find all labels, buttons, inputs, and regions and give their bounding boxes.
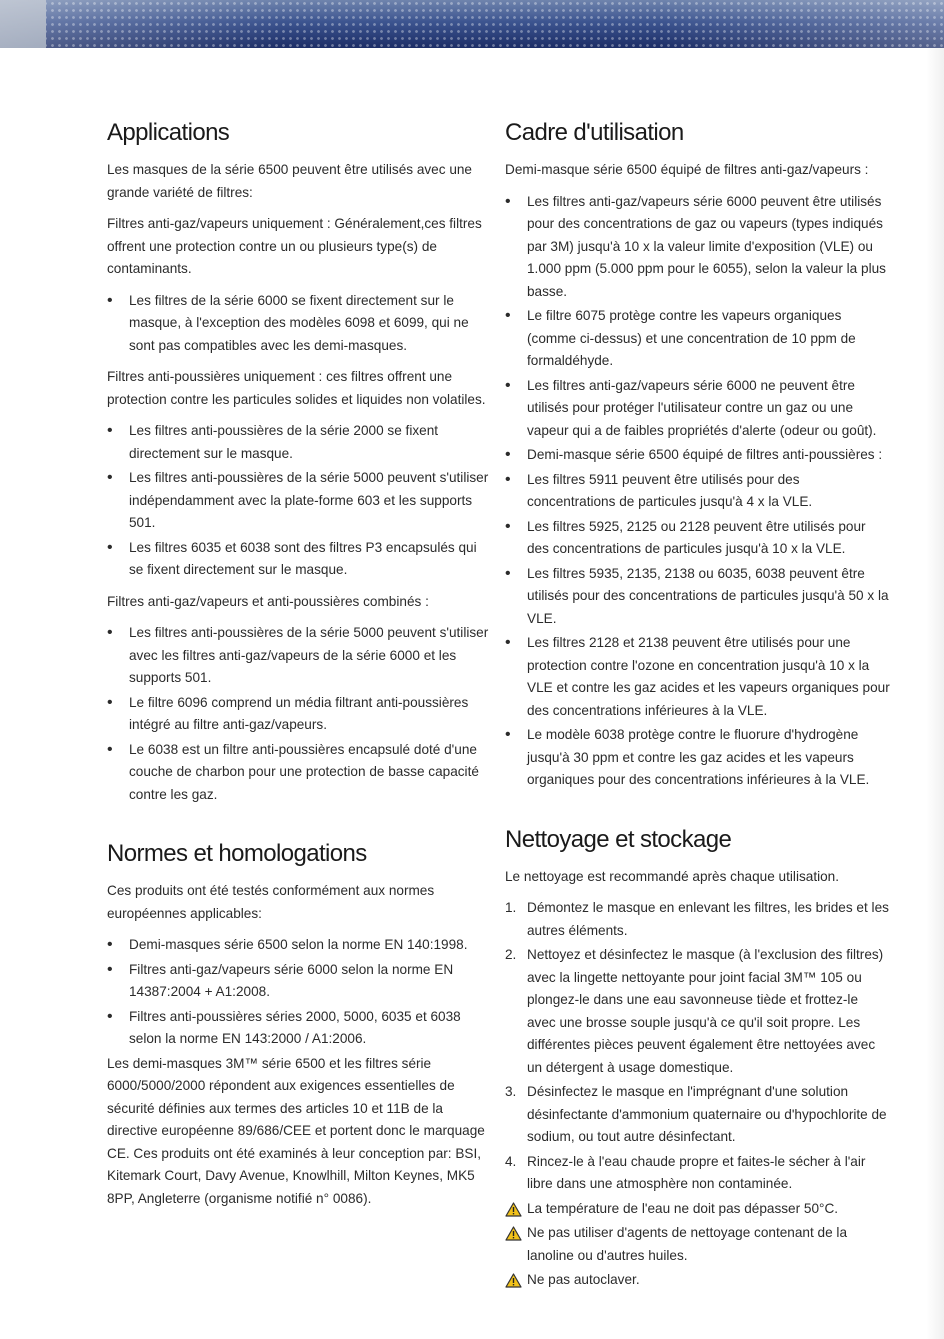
cadre-intro: Demi-masque série 6500 équipé de filtres anti-gaz/vapeurs :: [505, 162, 869, 177]
list-item: • Le filtre 6075 protège contre les vapeurs organiques (comme ci-dessus) et une concentration de 10 ppm de formaldéhyde.: [505, 305, 890, 373]
combined-filters-list: [107, 622, 490, 806]
warning-item: [505, 1269, 890, 1292]
list-item: • Demi-masque série 6500 équipé de filtres anti-poussières :: [505, 444, 890, 467]
step-number: 3.: [505, 1084, 517, 1099]
left-column: [107, 116, 490, 1219]
combined-filters-intro: Filtres anti-gaz/vapeurs et anti-poussières combinés :: [107, 593, 429, 609]
step-number: 2.: [505, 947, 517, 962]
step-text: Nettoyez et désinfectez le masque (à l'exclusion des filtres) avec la lingette nettoyante pour joint facial 3M™ 105 ou plongez-le dans une eau savonneuse tiède et frottez-le avec une brosse souple jusqu'à ce qu'il soit propre. Les différentes pièces peuvent également être nettoyées avec un détergent à usage domestique.: [527, 947, 884, 1075]
dust-filters-intro: Filtres anti-poussières uniquement : ces filtres offrent une protection contre les particules solides et liquides non volatiles.: [107, 369, 486, 407]
warning-text: La température de l'eau ne doit pas dépasser 50°C.: [527, 1200, 839, 1216]
applications-title: Applications: [107, 119, 230, 146]
step-item: [505, 1081, 890, 1149]
list-item: • Demi-masques série 6500 selon la norme EN 140:1998.: [107, 934, 490, 957]
list-item: • Le modèle 6038 protège contre le fluorure d'hydrogène jusqu'à 30 ppm et contre les gaz acides et les vapeurs organiques pour des concentrations inférieures à la VLE.: [505, 724, 890, 792]
list-item: • Filtres anti-poussières séries 2000, 5000, 6035 et 6038 selon la norme EN 143:2000 / A1:2006.: [107, 1006, 490, 1051]
list-item: • Le filtre 6096 comprend un média filtrant anti-poussières intégré au filtre anti-gaz/vapeurs.: [107, 692, 490, 737]
list-item: • Les filtres anti-poussières de la série 5000 peuvent s'utiliser indépendamment avec la plate-forme 603 et les supports 501.: [107, 467, 490, 535]
applications-intro: Les masques de la série 6500 peuvent être utilisés avec une grande variété de filtres:: [107, 162, 472, 200]
header-banner-fade: [0, 0, 944, 48]
warning-text: Ne pas utiliser d'agents de nettoyage contenant de la lanoline ou d'autres huiles.: [527, 1225, 848, 1263]
list-item: • Le 6038 est un filtre anti-poussières encapsulé doté d'une couche de charbon pour une protection de basse capacité contre les gaz.: [107, 739, 490, 807]
warning-text: Ne pas autoclaver.: [527, 1272, 640, 1287]
dust-filters-list: [107, 420, 490, 582]
list-item: • Les filtres 5911 peuvent être utilisés pour des concentrations de particules jusqu'à 4 x la VLE.: [505, 469, 890, 514]
step-text: Démontez le masque en enlevant les filtres, les brides et les autres éléments.: [527, 900, 889, 938]
gas-filters-intro: Filtres anti-gaz/vapeurs uniquement : Généralement,ces filtres offrent une protection contre un ou plusieurs type(s) de contaminants.: [107, 216, 482, 276]
normes-title: Normes et homologations: [107, 840, 367, 867]
list-item: • Les filtres 5935, 2135, 2138 ou 6035, 6038 peuvent être utilisés pour des concentrations de particules jusqu'à 50 x la VLE.: [505, 563, 890, 631]
normes-intro: Ces produits ont été testés conformément aux normes européennes applicables:: [107, 883, 435, 921]
header-banner: [0, 0, 944, 48]
warning-item: [505, 1222, 890, 1267]
step-number: 4.: [505, 1153, 517, 1169]
nettoyage-title: Nettoyage et stockage: [505, 825, 732, 853]
step-number: 1.: [505, 900, 517, 915]
list-item: • Les filtres 5925, 2125 ou 2128 peuvent être utilisés pour des concentrations de particules jusqu'à 10 x la VLE.: [505, 516, 890, 561]
list-item: • Les filtres anti-poussières de la série 5000 peuvent s'utiliser avec les filtres anti-gaz/vapeurs de la série 6000 et les supports 501.: [107, 622, 490, 690]
right-column: [505, 116, 890, 1294]
applications-section: [107, 116, 490, 806]
page-edge-shadow: [926, 48, 944, 1339]
list-item: • Les filtres 6035 et 6038 sont des filtres P3 encapsulés qui se fixent directement sur le masque.: [107, 537, 490, 582]
nettoyage-section: [505, 823, 890, 1292]
list-item: • Filtres anti-gaz/vapeurs série 6000 selon la norme EN 14387:2004 + A1:2008.: [107, 959, 490, 1004]
warning-icon: [505, 1202, 522, 1217]
list-item: • Les filtres anti-poussières de la série 2000 se fixent directement sur le masque.: [107, 420, 490, 465]
nettoyage-intro: Le nettoyage est recommandé après chaque utilisation.: [505, 868, 840, 884]
normes-list: [107, 934, 490, 1051]
step-item: [505, 897, 890, 942]
normes-closing: Les demi-masques 3M™ série 6500 et les filtres série 6000/5000/2000 répondent aux exigences essentielles de sécurité définies aux termes des articles 10 et 11B de la directive européenne 89/686/CEE et portent donc le marquage CE. Ces produits ont été examinés à leur conception par: BSI, Kitemark Court, Davy Avenue, Knowlhill, Milton Keynes, MK5 8PP, Angleterre (organisme notifié n° 0086).: [107, 1055, 485, 1206]
step-item: [505, 944, 890, 1079]
cadre-title: Cadre d'utilisation: [505, 119, 684, 146]
warning-item: [505, 1198, 890, 1221]
warning-icon: [505, 1273, 522, 1288]
list-item: • Les filtres 2128 et 2138 peuvent être utilisés pour une protection contre l'ozone en concentration jusqu'à 10 x la VLE et contre les gaz acides et les vapeurs organiques pour des concentrations inférieures à la VLE.: [505, 632, 890, 722]
nettoyage-steps: [505, 897, 890, 1196]
cadre-list: [505, 191, 890, 792]
warning-icon: [505, 1226, 522, 1241]
list-item: • Les filtres de la série 6000 se fixent directement sur le masque, à l'exception des modèles 6098 et 6099, qui ne sont pas compatibles avec les demi-masques.: [107, 290, 490, 358]
step-text: Rincez-le à l'eau chaude propre et faites-le sécher à l'air libre dans une atmosphère non contaminée.: [527, 1153, 866, 1191]
list-item: • Les filtres anti-gaz/vapeurs série 6000 peuvent être utilisés pour des concentrations de gaz ou vapeurs (types indiqués par 3M) jusqu'à 10 x la valeur limite d'exposition (VLE) ou 1.000 ppm (5.000 ppm pour le 6055), selon la valeur la plus basse.: [505, 191, 890, 304]
cadre-section: [505, 116, 890, 792]
normes-section: [107, 837, 490, 1210]
step-text: Désinfectez le masque en l'imprégnant d'une solution désinfectante d'ammonium quaternaire ou d'hypochlorite de sodium, ou tout autre désinfectant.: [527, 1084, 887, 1144]
step-item: [505, 1151, 890, 1196]
gas-filters-list: [107, 290, 490, 358]
list-item: • Les filtres anti-gaz/vapeurs série 6000 ne peuvent être utilisés pour protéger l'utilisateur contre un gaz ou une vapeur qui a de faibles propriétés d'alerte (odeur ou goût).: [505, 375, 890, 443]
